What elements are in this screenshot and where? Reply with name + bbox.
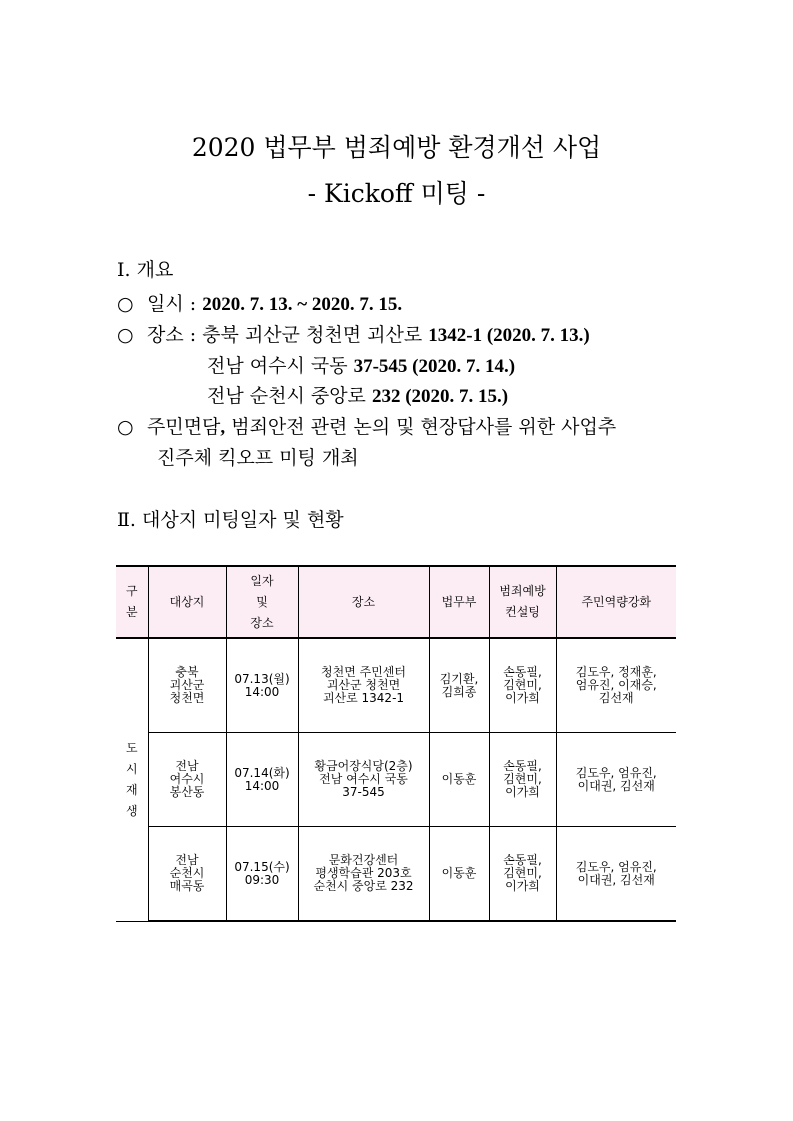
place-cell: 황금어장식당(2층) 전남 여수시 국동 37-545 (298, 733, 429, 827)
place-line-3 (207, 381, 508, 408)
consulting-cell: 손동필, 김현미, 이가희 (489, 827, 556, 922)
document-subtitle: - Kickoff 미팅 - (307, 179, 486, 208)
place-1-text: 충북 괴산군 청천면 괴산로 (202, 324, 429, 346)
date-line (117, 289, 402, 316)
header-site: 대상지 (148, 566, 226, 638)
site-cell: 충북 괴산군 청천면 (148, 638, 226, 733)
date-cell: 07.14(화) 14:00 (226, 733, 298, 827)
consulting-cell: 손동필, 김현미, 이가희 (489, 638, 556, 733)
header-date-place: 일자 및 장소 (226, 566, 298, 638)
place-3-text: 전남 순천시 중앙로 (207, 385, 372, 407)
category-cell: 도 시 재 생 (116, 638, 148, 921)
bullet-circle-icon: ○ (117, 324, 134, 346)
section-2-heading: Ⅱ. 대상지 미팅일자 및 현황 (117, 509, 344, 531)
header-community: 주민역량강화 (556, 566, 676, 638)
section-1-heading: Ⅰ. 개요 (117, 259, 174, 281)
place-line-1 (117, 320, 590, 347)
place-cell: 문화건강센터 평생학습관 203호 순천시 중앙로 232 (298, 827, 429, 922)
place-3-number: 232 (2020. 7. 15.) (371, 386, 509, 407)
ministry-cell: 이동훈 (429, 733, 489, 827)
date-value: 2020. 7. 13. ~ 2020. 7. 15. (202, 294, 403, 315)
date-cell: 07.13(월) 14:00 (226, 638, 298, 733)
place-cell: 청천면 주민센터 괴산군 청천면 괴산로 1342-1 (298, 638, 429, 733)
place-label: 장소 : (147, 324, 203, 346)
document-title: 2020 법무부 범죄예방 환경개선 사업 (191, 133, 602, 162)
header-category: 구 분 (116, 566, 148, 638)
community-cell: 김도우, 엄유진, 이대권, 김선재 (556, 827, 676, 922)
header-ministry: 법무부 (429, 566, 489, 638)
purpose-text-b: 범죄안전 관련 논의 및 현장답사를 위한 사업추 (225, 416, 617, 438)
meeting-schedule-table (116, 565, 676, 922)
header-place: 장소 (298, 566, 429, 638)
bullet-circle-icon: ○ (117, 416, 134, 438)
table-row (116, 827, 676, 922)
site-cell: 전남 순천시 매곡동 (148, 827, 226, 922)
table-header-row (116, 566, 676, 638)
place-2-number: 37-545 (2020. 7. 14.) (353, 356, 516, 377)
table-row (116, 638, 676, 733)
ministry-cell: 이동훈 (429, 827, 489, 922)
site-cell: 전남 여수시 봉산동 (148, 733, 226, 827)
purpose-line-2: 진주체 킥오프 미팅 개최 (157, 447, 359, 469)
community-cell: 김도우, 엄유진, 이대권, 김선재 (556, 733, 676, 827)
consulting-cell: 손동필, 김현미, 이가희 (489, 733, 556, 827)
date-label: 일시 : (147, 293, 203, 315)
table-row (116, 733, 676, 827)
purpose-line-1 (117, 412, 616, 439)
purpose-text-a: 주민면담 (147, 416, 221, 438)
place-line-2 (207, 351, 515, 378)
bullet-circle-icon: ○ (117, 293, 134, 315)
place-1-number: 1342-1 (2020. 7. 13.) (428, 325, 590, 346)
purpose-comma: , (220, 417, 226, 438)
ministry-cell: 김기환, 김희종 (429, 638, 489, 733)
header-consulting: 범죄예방 컨설팅 (489, 566, 556, 638)
date-cell: 07.15(수) 09:30 (226, 827, 298, 922)
community-cell: 김도우, 정재훈, 엄유진, 이재승, 김선재 (556, 638, 676, 733)
place-2-text: 전남 여수시 국동 (207, 355, 354, 377)
